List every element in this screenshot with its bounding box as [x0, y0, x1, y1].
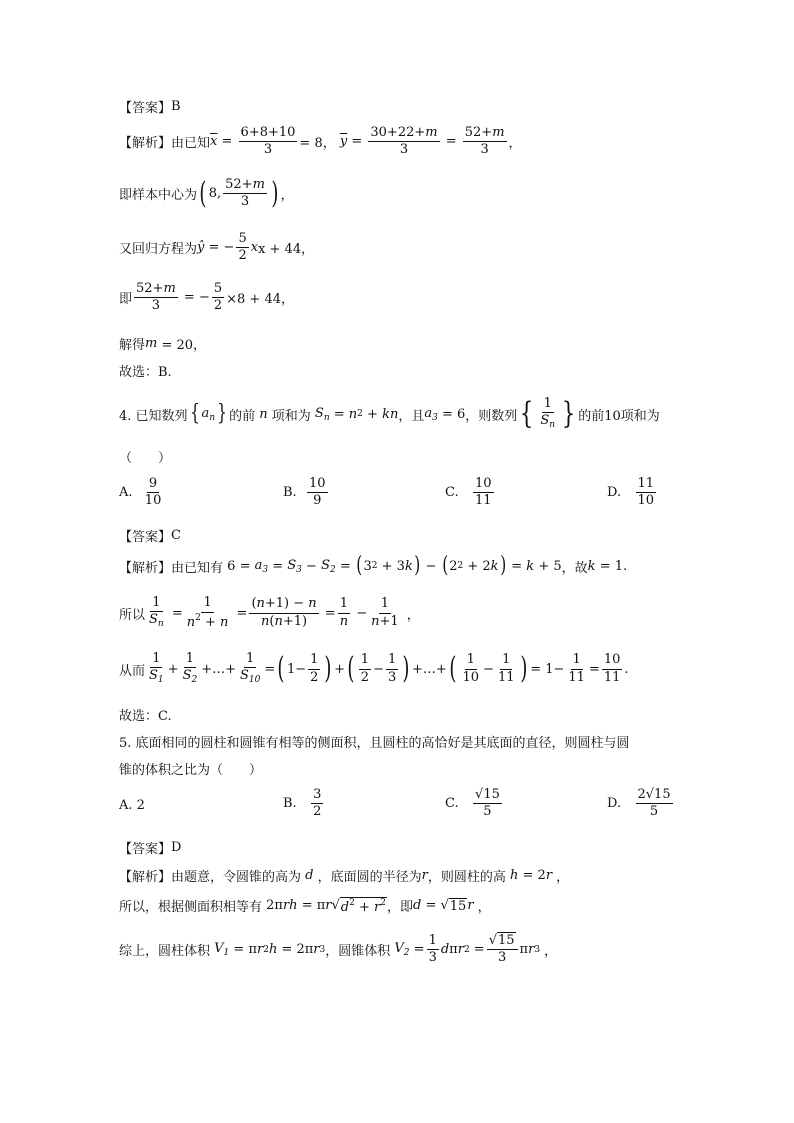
- q4-option-b[interactable]: B. $\frac{10}{9}$: [283, 476, 326, 509]
- q4-answer-line: [119, 526, 181, 545]
- answer-label: 【答案】: [119, 842, 172, 857]
- analysis-label: 【解析】: [119, 136, 172, 152]
- answer-label: 【答案】: [119, 101, 172, 116]
- q4-stem: 4. 已知数列 { $a_n$ } 的前 n 项和为 $S_n$ = n 2 + kn ，且 $a_3$ = 6 ，则数列 { $\frac{1}{S_n}$ } 的前10项和为: [119, 396, 660, 432]
- fraction: $\frac{52+m}{3}$: [136, 281, 176, 314]
- fraction: $\frac{6+8+10}{3}$: [240, 125, 296, 158]
- fraction: $\frac{30+22+m}{3}$: [370, 125, 438, 158]
- analysis-label: 【解析】: [119, 870, 172, 885]
- q3-answer-line: [119, 97, 181, 116]
- fraction: $\frac{52+m}{3}$: [464, 125, 505, 158]
- q3-analysis-line-1: 【解析】 由已知 $\overline{x}$ = $\frac{6+8+10}{3}$ = 8， $\overline{y}$ = $\frac{30+22+m}{3}$ = $\frac{52+m}{3}$ ，: [119, 125, 522, 158]
- q3-analysis-line-6: 故选：B.: [119, 365, 172, 380]
- q3-analysis-line-5: 解得 m = 20，: [119, 336, 207, 353]
- q3-analysis-line-3: 又回归方程为 ŷ = − $\frac{5}{2}$ x x + 44，: [119, 231, 315, 264]
- fraction: $\frac{1}{S_n}$: [540, 396, 556, 431]
- q5-option-a[interactable]: A. 2: [119, 798, 145, 813]
- q4-option-d[interactable]: D. $\frac{11}{10}$: [607, 476, 655, 509]
- q5-stem-line-2: 锥的体积之比为（ ）: [119, 763, 263, 778]
- q5-stem-line-1: 5. 底面相同的圆柱和圆锥有相等的侧面积，且圆柱的高恰好是其底面的直径，则圆柱与圆: [119, 736, 630, 751]
- q5-option-b[interactable]: B. $\frac{3}{2}$: [283, 787, 322, 820]
- q4-option-a[interactable]: A. $\frac{9}{10}$: [119, 476, 162, 509]
- q4-blank: （ ）: [119, 451, 172, 466]
- q5-analysis-line-2: 所以，根据侧面积相等有 2π rh = π r √ $d^2 + r^2$ ，即 d = √ 15 r ，: [119, 897, 491, 915]
- fraction: $\frac{5}{2}$: [238, 231, 247, 264]
- fraction: $\frac{5}{2}$: [213, 281, 223, 314]
- q5-analysis-line-3: 综上，圆柱体积 $V_1$ = π r 2 h = 2π r 3 ，圆锥体积 $V_2$ = $\frac{1}{3}$ d π r 2 = $\frac{√15}{3}$ π r 3 ，: [119, 933, 558, 966]
- q3-analysis-line-2: 即样本中心为 ( 8, $\frac{52+m}{3}$ ) ，: [119, 175, 294, 211]
- q5-answer-line: [119, 838, 181, 857]
- q4-analysis-line-4: 故选：C.: [119, 709, 172, 724]
- fraction: $\frac{52+m}{3}$: [225, 177, 265, 210]
- q5-option-d[interactable]: D. $\frac{2√15}{5}$: [607, 787, 671, 820]
- q4-option-c[interactable]: C. $\frac{10}{11}$: [445, 476, 492, 509]
- answer-label: 【答案】: [119, 530, 172, 545]
- q4-analysis-line-1: 【解析】 由已知有 6 = $a_3$ = $S_3$ − $S_2$ = ( 3 2 + 3 k ) − ( 2 2 + 2 k ) = k + 5 ，故 k = 1.: [119, 553, 628, 578]
- q4-analysis-line-2: 所以 $\frac{1}{S_n}$ = $\frac{1}{n^2 + n}$ = $\frac{(n+1) - n}{n(n+1)}$ = $\frac{1}{n}$ − $\frac{1}{n+1}$ ，: [119, 595, 420, 630]
- q5-analysis-line-1: 【解析】 由题意，令圆锥的高为 d ，底面圆的半径为 r ，则圆柱的高 h = 2 r ，: [119, 868, 570, 885]
- q3-analysis-line-4: 即 $\frac{52+m}{3}$ = − $\frac{5}{2}$ ×8 + 44，: [119, 281, 294, 314]
- answer-value: C: [171, 528, 181, 543]
- q4-analysis-line-3: 从而 $\frac{1}{S_1}$ + $\frac{1}{S_2}$ +…+ $\frac{1}{S_{10}}$ = ( 1− $\frac{1}{2}$ ) + ( $\frac{1}{2}$ − $\frac{1}{3}$ ) +…+ ( $\frac{1}{10}$ − $\frac{1}{11}$ ) = 1− $\frac{1}{11}$ = $\frac{10}{11}$ .: [119, 651, 629, 687]
- answer-value: B: [171, 99, 181, 114]
- analysis-label: 【解析】: [119, 560, 172, 576]
- answer-value: D: [171, 840, 182, 855]
- q5-option-c[interactable]: C. $\frac{√15}{5}$: [445, 787, 500, 820]
